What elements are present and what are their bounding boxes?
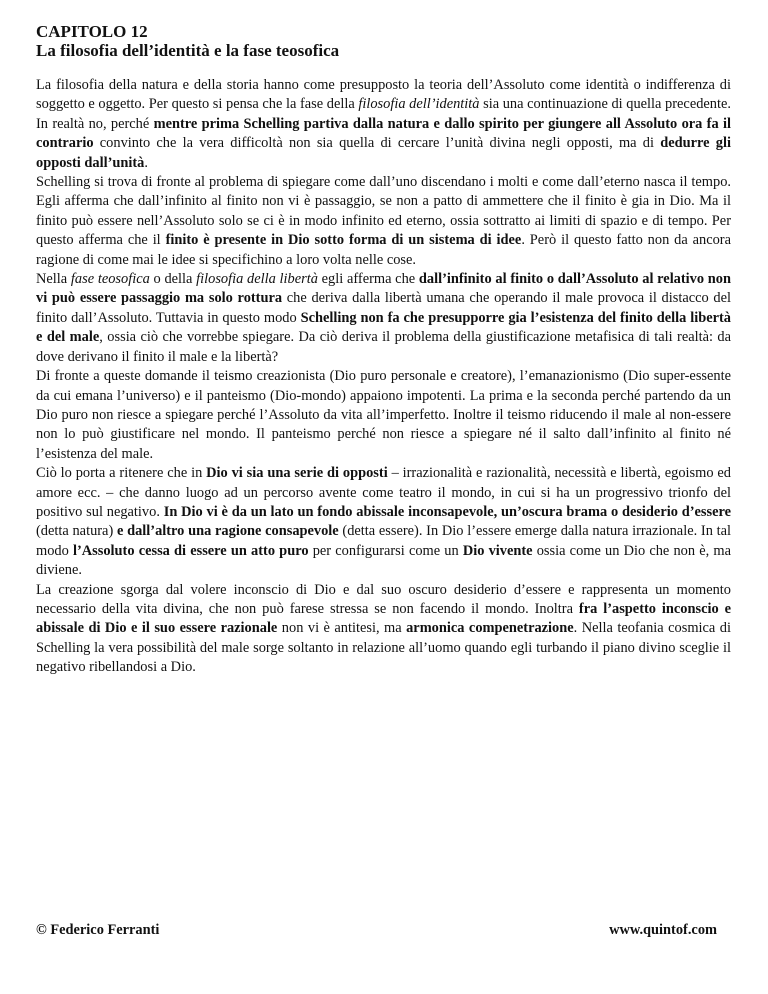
footer-website: www.quintof.com <box>609 922 717 938</box>
bold-text: armonica compenetrazione <box>406 620 574 637</box>
footer-author: © Federico Ferranti <box>36 922 160 938</box>
text-run: Di fronte a queste domande il teismo creazionista (Dio puro personale e creatore), l’emanazionismo (Dio super-essente da cui emana l’universo) e il panteismo (Dio-mondo) appaiono impotenti. La prima e la seconda perché partendo da un Dio puro non riesce a spiegare perché l’Assoluto da vita all’imperfetto. Inoltre il teismo riducendo il male al non-essere non lo può giustificare nel mondo. Il panteismo perché non riesce a spiegare né il salto dall’infinito al finito né l’esistenza del male. <box>36 368 731 462</box>
text-run: Schelling si trova di fronte al problema di spiegare come dall’uno discendano i molti e come dall’eterno nasca il tempo. Egli afferma che dall’infinito al finito non vi è passaggio, se non a patto di ammettere che il finito è gia in Dio. Ma il finito può essere nell’Assoluto solo se ci è in modo infinito ed eterno, ossia sottratto ai limiti di spazio e di tempo. Per questo afferma che il <box>36 174 731 249</box>
bold-text: mentre prima Schelling partiva dalla natura e dallo spirito per giungere all Assoluto ora fa il contrario <box>36 115 731 152</box>
paragraph <box>36 464 731 580</box>
paragraph <box>36 173 731 270</box>
bold-text: Dio vivente <box>462 542 533 559</box>
text-run: sia una continuazione di quella precedente. In realtà no, perché <box>36 96 731 132</box>
text-run: non vi è antitesi, ma <box>277 620 407 637</box>
bold-text: dall’infinito al finito o dall’Assoluto al relativo non vi può essere passaggio ma solo rottura <box>36 271 731 307</box>
bold-text: Schelling non fa che presupporre gia l’esistenza del finito della libertà e del male <box>36 309 731 346</box>
text-run: o della <box>149 271 197 288</box>
text-run: convinto che la vera difficoltà non sia quella di cercare l’unità divina negli opposti, ma di <box>93 135 661 152</box>
bold-text: In Dio vi è da un lato un fondo abissale inconsapevole, un’oscura brama o desiderio d’essere <box>163 503 731 520</box>
text-run: (detta essere). In Dio l’essere emerge dalla natura irrazionale. In tal modo <box>36 523 732 559</box>
bold-text: l’Assoluto cessa di essere un atto puro <box>72 542 309 559</box>
paragraph <box>36 367 731 464</box>
text-run: La creazione sgorga dal volere inconscio di Dio e dal suo oscuro desiderio d’essere e rappresenta un momento necessario della vita divina, che non può farese stressa se non facendo il mondo. Inoltra <box>36 581 731 617</box>
text-run: La filosofia della natura e della storia hanno come presupposto la teoria dell’Assoluto come identità o indifferenza di soggetto e oggetto. Per questo si pensa che la fase della <box>36 77 731 113</box>
chapter-heading <box>36 22 731 60</box>
italic-text: fase teosofica <box>70 271 150 288</box>
document-page <box>36 22 731 678</box>
italic-text: filosofia dell’identità <box>358 96 480 113</box>
text-run: Nella <box>36 271 71 288</box>
bold-text: fra l’aspetto inconscio e abissale di Dio e il suo essere razionale <box>36 600 731 637</box>
text-run: egli afferma che <box>317 271 419 288</box>
text-run: , ossia ciò che vorrebbe spiegare. Da ciò deriva il problema della giustificazione metafisica di tali realtà: da dove derivano il finito il male e la libertà? <box>36 329 732 365</box>
page-footer <box>36 922 717 939</box>
text-run: che deriva dalla libertà umana che operando il male provoca il distacco del finito dall’Assoluto. Tuttavia in questo modo <box>36 290 731 326</box>
text-run: . Nella teofania cosmica di Schelling la vera possibilità del male sorge soltanto in relazione all’uomo quando egli turbando il piano divino sceglie il negativo ribellandosi a Dio. <box>36 620 731 676</box>
body-text <box>36 76 731 678</box>
bold-text: e dall’altro una ragione consapevole <box>116 523 339 540</box>
bold-text: finito è presente in Dio sotto forma di un sistema di idee <box>165 232 522 249</box>
text-run: . Però il questo fatto non da ancora ragione di come mai le idee si specifichino a loro volta nelle cose. <box>36 232 731 268</box>
chapter-number: CAPITOLO 12 <box>36 22 148 41</box>
text-run: per configurarsi come un <box>308 542 463 559</box>
chapter-title: La filosofia dell’identità e la fase teosofica <box>36 41 340 60</box>
paragraph <box>36 270 731 367</box>
text-run: ossia come un Dio che non è, ma diviene. <box>36 542 731 579</box>
paragraph <box>36 76 731 173</box>
text-run: Ciò lo porta a ritenere che in <box>36 465 207 482</box>
bold-text: dedurre gli opposti dall’unità <box>36 135 731 171</box>
paragraph <box>36 581 731 678</box>
italic-text: filosofia della libertà <box>196 271 318 288</box>
text-run: . <box>144 154 148 171</box>
bold-text: Dio vi sia una serie di opposti <box>206 465 388 482</box>
text-run: (detta natura) <box>36 523 117 540</box>
text-run: – irrazionalità e razionalità, necessità e libertà, egoismo ed amore ecc. – che danno luogo ad un percorso avente come teatro il mondo, in cui si ha un progressivo trionfo del positivo sul negativo. <box>36 465 731 520</box>
